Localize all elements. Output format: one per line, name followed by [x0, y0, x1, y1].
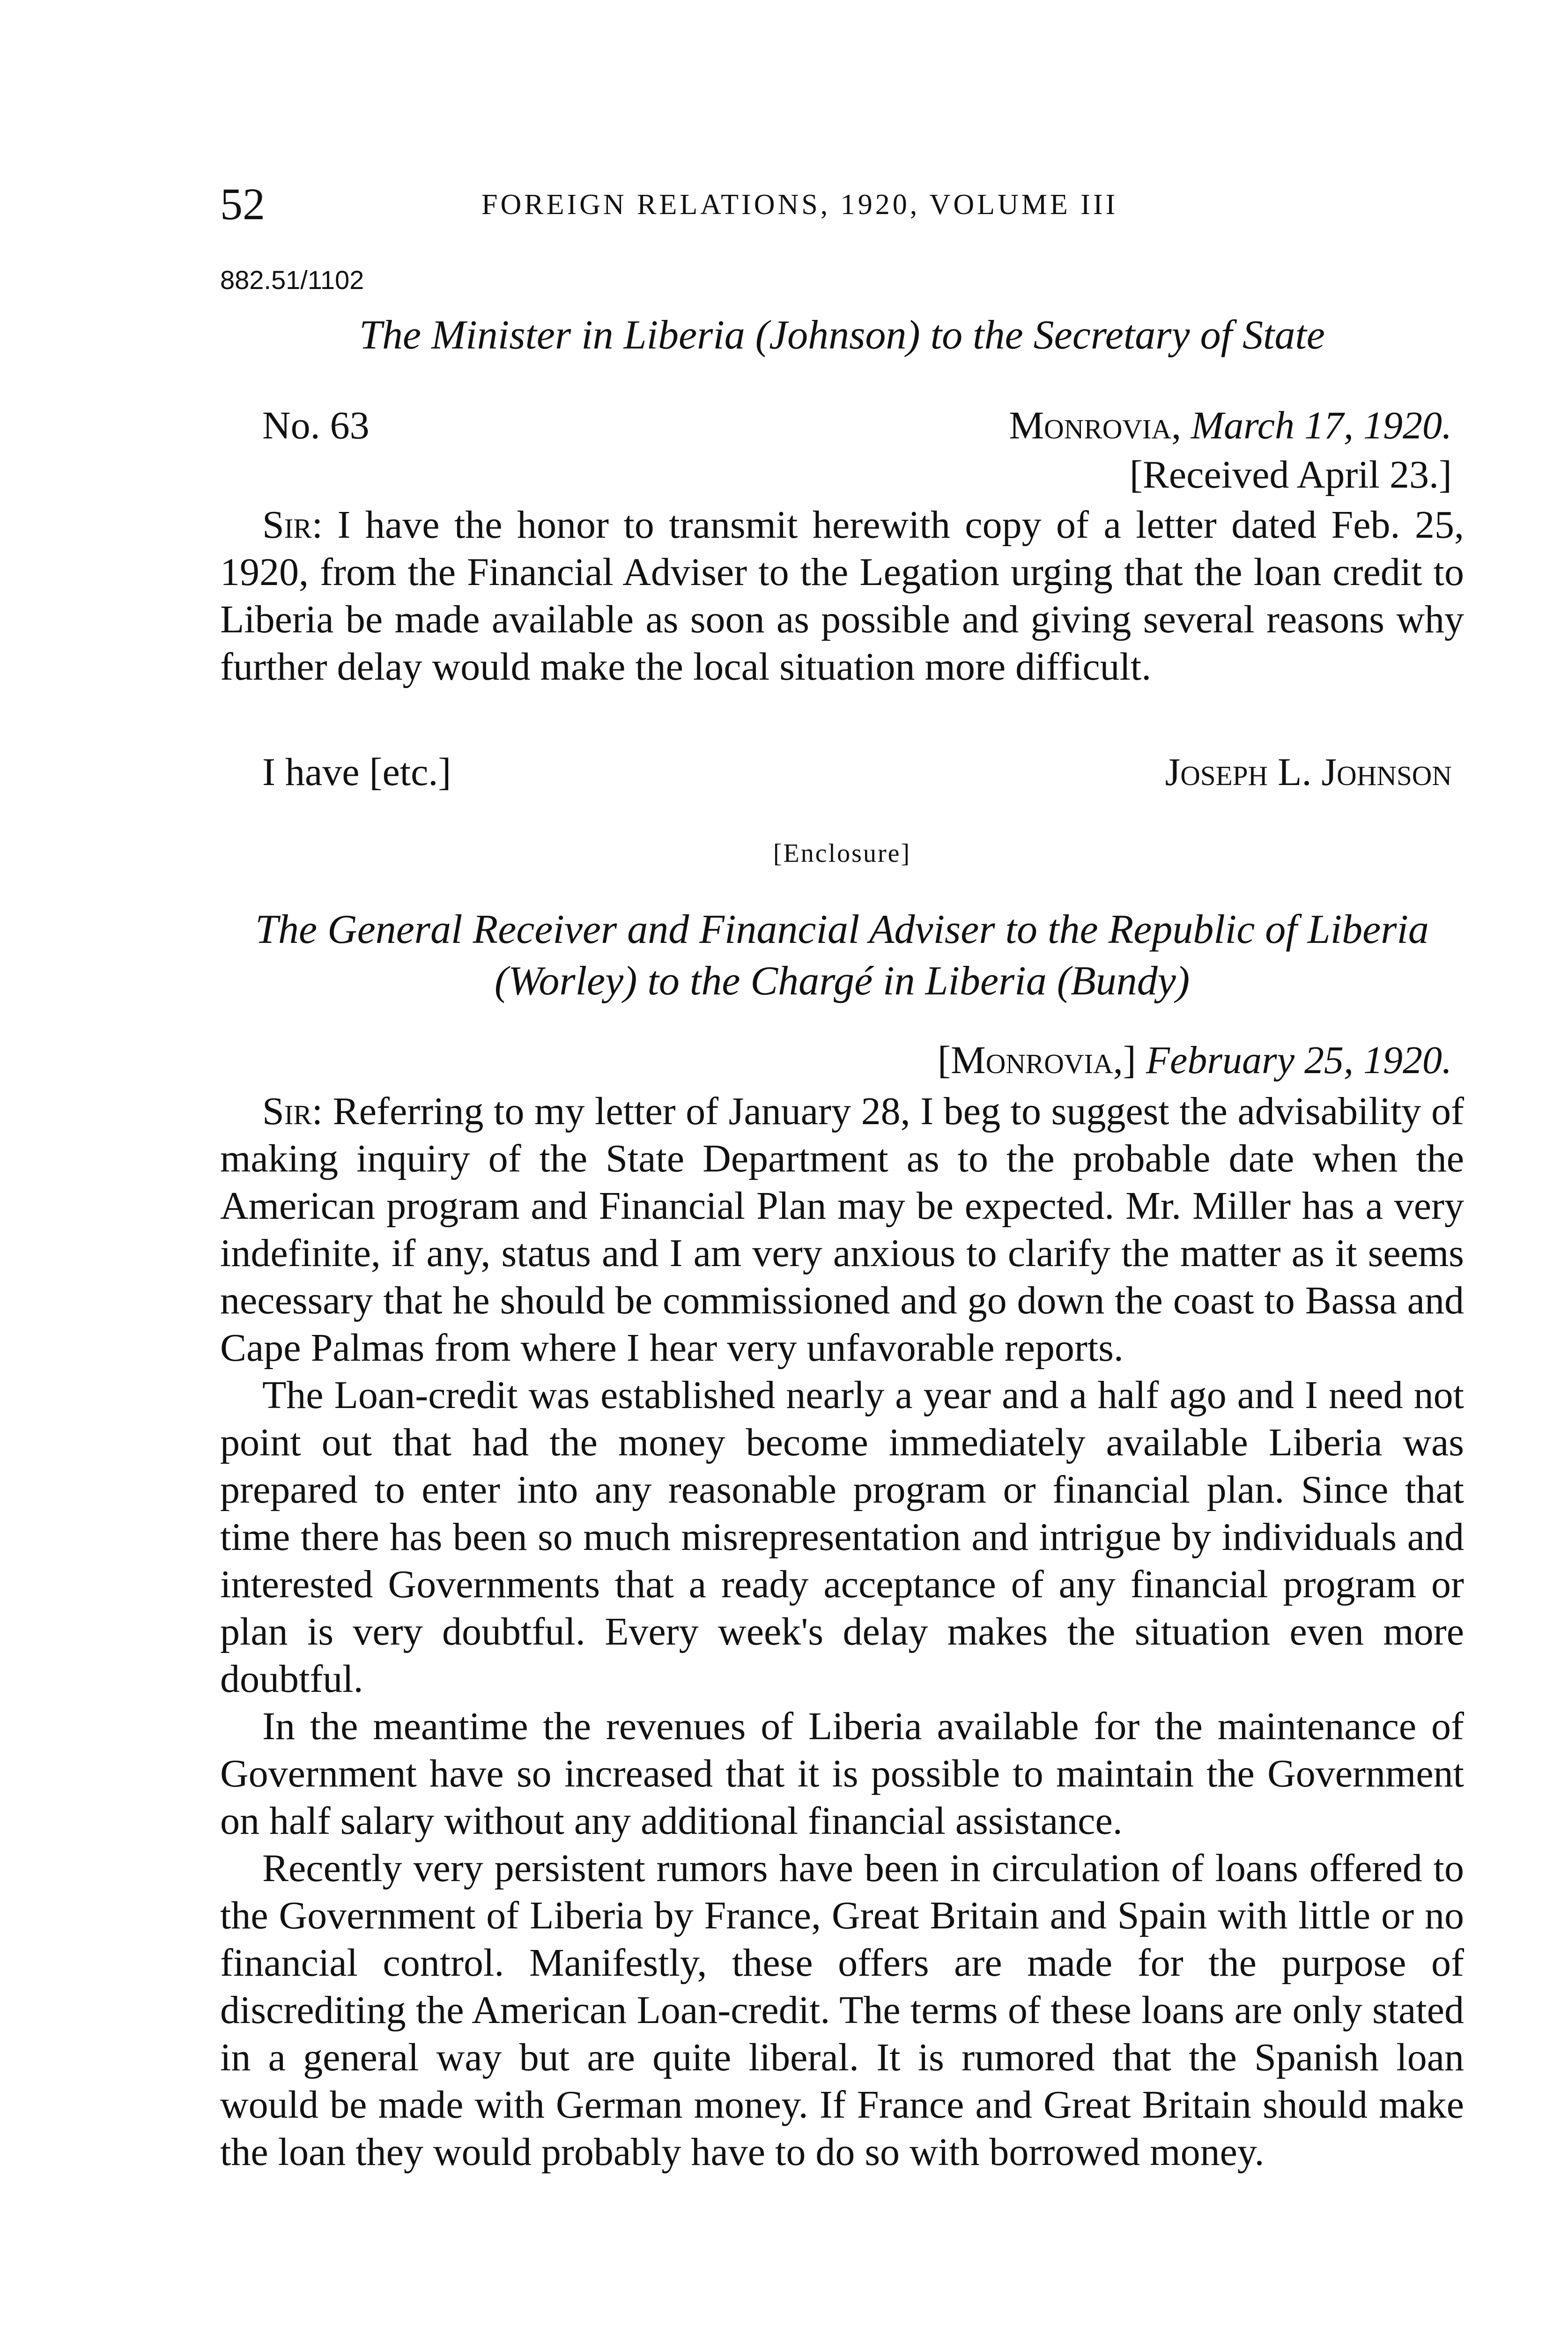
courtesy-closing: I have [etc.]: [262, 750, 451, 794]
enclosure-paragraph: Recently very persistent rumors have been in circulation of loans offered to the Government of Liberia by France, Great Britain and Spain with little or no financial control. Manifestly, these offers are made for the purpose of discrediting the American Loan-credit. The terms of these loans are only stated in a general way but are quite liberal. It is rumored that the Spanish loan would be made with German money. If France and Great Britain should make the loan they would probably have to do so with borrowed money.: [220, 1846, 1464, 2174]
document-salutation: Sir: [262, 503, 312, 547]
document-body: [220, 501, 1464, 690]
enclosure-date: February 25, 1920.: [1146, 1038, 1452, 1082]
document-paragraph: [220, 501, 1464, 690]
signature: Joseph L. Johnson: [1165, 750, 1452, 794]
enclosure-paragraph: [220, 1088, 1464, 1371]
running-head-title: FOREIGN RELATIONS, 1920, VOLUME III: [481, 189, 1118, 221]
enclosure-paragraph-text: : Referring to my letter of January 28, I beg to suggest the advisability of making inquiry of the State Department as to the probable date when the American program and Financial Plan may be expected. Mr. Miller has a very indefinite, if any, status and I am very anxious to clarify the matter as it seems necessary that he should be commissioned and go down the coast to Bassa and Cape Palmas from where I hear very unfavorable reports.: [220, 1089, 1464, 1370]
enclosure-place-date: [938, 1038, 1452, 1083]
page-number: 52: [220, 179, 265, 229]
enclosure-paragraph: The Loan-credit was established nearly a year and a half ago and I need not point out that had the money become immediately available Liberia was prepared to enter into any reasonable program or financial plan. Since that time there has been so much misrepresentation and intrigue by individuals and interested Governments that a ready acceptance of any financial program or plan is very doubtful. Every week's delay makes the situation even more doubtful.: [220, 1373, 1464, 1701]
enclosure-paragraph: In the meantime the revenues of Liberia available for the maintenance of Government have so increased that it is possible to maintain the Government on half salary without any additional financial assistance.: [220, 1705, 1464, 1843]
document-place: Monrovia,: [1009, 404, 1182, 447]
document-date: March 17, 1920.: [1191, 404, 1452, 447]
running-head: [220, 178, 1325, 230]
document-number: No. 63: [262, 404, 370, 447]
enclosure-label: [Enclosure]: [773, 839, 911, 868]
file-number: 882.51/1102: [220, 265, 364, 295]
enclosure-title: The General Receiver and Financial Adviser to the Republic of Liberia (Worley) to the Chargé in Liberia (Bundy): [255, 907, 1429, 1004]
received-date: [Received April 23.]: [1129, 453, 1452, 497]
enclosure-salutation: Sir: [262, 1089, 312, 1133]
document-body-text: : I have the honor to transmit herewith copy of a letter dated Feb. 25, 1920, from the Financial Adviser to the Legation urging that the loan credit to Liberia be made available as soon as possible and giving several reasons why further delay would make the local situation more difficult.: [220, 503, 1464, 689]
document-place-date: [1009, 403, 1452, 448]
enclosure-place: [Monrovia,]: [938, 1038, 1136, 1082]
document-title: The Minister in Liberia (Johnson) to the Secretary of State: [359, 312, 1325, 358]
enclosure-body: [220, 1088, 1464, 2176]
